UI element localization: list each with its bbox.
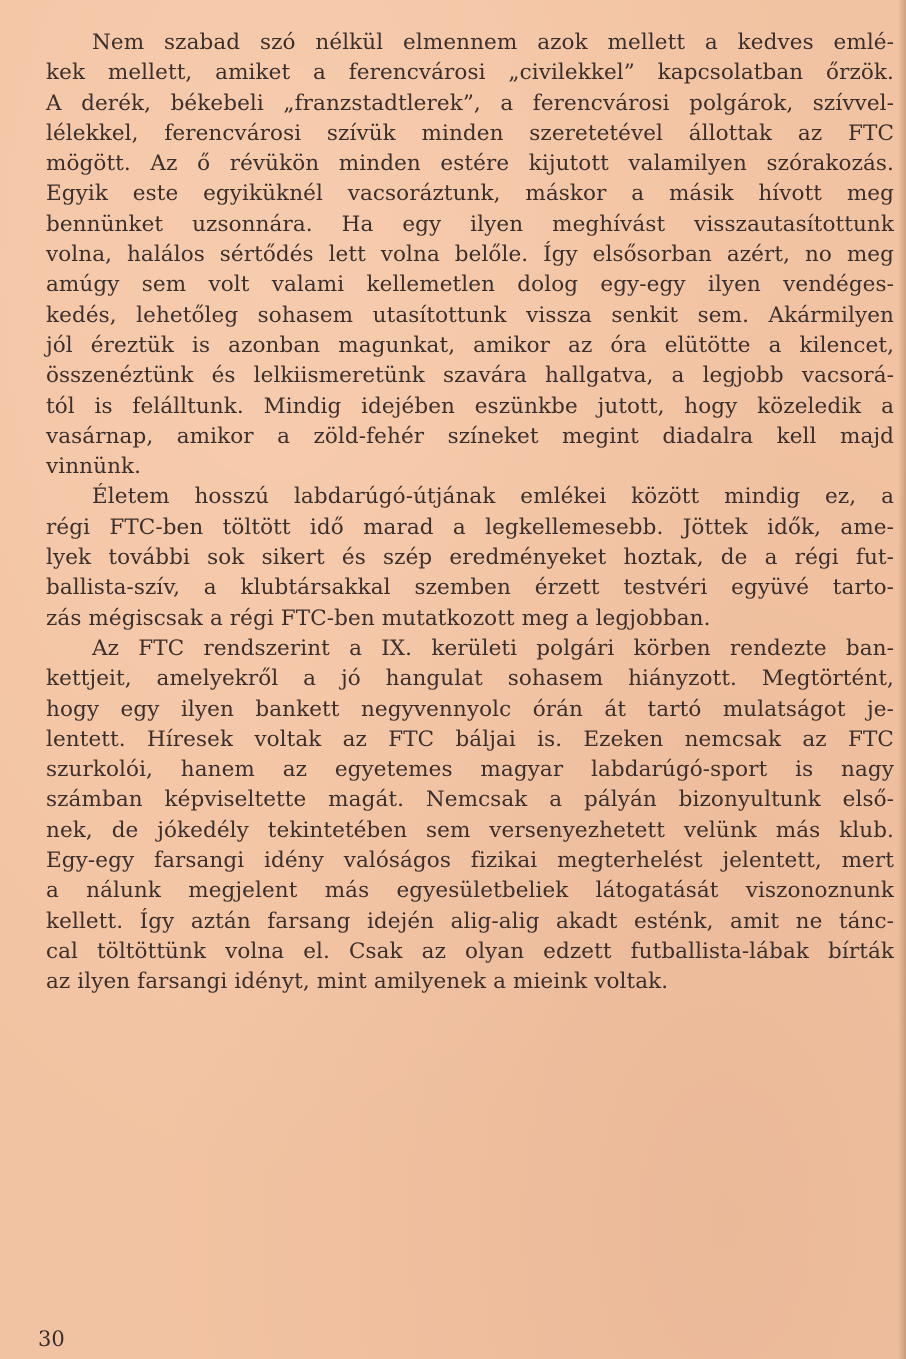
- text-line: zás mégiscsak a régi FTC-ben mutatkozott meg a legjobban.: [46, 605, 711, 631]
- paragraph-1: [46, 28, 894, 482]
- text-line: tól is felálltunk. Mindig idejében eszünkbe jutott, hogy közeledik a: [46, 393, 894, 419]
- text-line: lélekkel, ferencvárosi szívük minden szeretetével állottak az FTC: [46, 120, 894, 146]
- text-line: régi FTC-ben töltött idő marad a legkellemesebb. Jöttek idők, ame-: [46, 514, 894, 540]
- text-line: cal töltöttünk volna el. Csak az olyan edzett futballista-lábak bírták: [46, 938, 894, 964]
- body-text: [46, 28, 894, 998]
- page-number: 30: [38, 1327, 65, 1351]
- text-line: bennünket uzsonnára. Ha egy ilyen meghívást visszautasítottunk: [46, 211, 894, 237]
- text-line: volna, halálos sértődés lett volna belőle. Így elsősorban azért, no meg: [46, 242, 894, 268]
- text-line: összenéztünk és lelkiismeretünk szavára hallgatva, a legjobb vacsorá-: [46, 363, 894, 389]
- text-line: Egyik este egyiküknél vacsoráztunk, máskor a másik hívott meg: [46, 181, 894, 207]
- paragraph-3: [46, 634, 894, 998]
- text-line: nek, de jókedély tekintetében sem versenyezhetett velünk más klub.: [46, 817, 894, 843]
- text-line: ballista-szív, a klubtársakkal szemben érzett testvéri együvé tarto-: [46, 575, 894, 601]
- paragraph-2: [46, 482, 894, 633]
- page-edge-shadow: [898, 0, 906, 1359]
- text-line: jól éreztük is azonban magunkat, amikor az óra elütötte a kilencet,: [46, 332, 894, 358]
- text-line: A derék, békebeli „franzstadtlerek”, a ferencvárosi polgárok, szívvel-: [46, 90, 894, 116]
- text-line: a nálunk megjelent más egyesületbeliek látogatását viszonoznunk: [46, 878, 894, 904]
- text-line: kellett. Így aztán farsang idején alig-alig akadt esténk, amit ne tánc-: [46, 908, 894, 934]
- text-line: lyek további sok sikert és szép eredményeket hoztak, de a régi fut-: [46, 545, 894, 571]
- text-line: kedés, lehetőleg sohasem utasítottunk vissza senkit sem. Akármilyen: [46, 302, 894, 328]
- text-line: vasárnap, amikor a zöld-fehér színeket megint diadalra kell majd: [46, 423, 894, 449]
- text-line: számban képviseltette magát. Nemcsak a pályán bizonyultunk első-: [46, 787, 894, 813]
- text-line: szurkolói, hanem az egyetemes magyar labdarúgó-sport is nagy: [46, 757, 894, 783]
- text-line: Az FTC rendszerint a IX. kerületi polgári körben rendezte ban-: [92, 635, 894, 661]
- text-line: kek mellett, amiket a ferencvárosi „civilekkel” kapcsolatban őrzök.: [46, 60, 894, 86]
- text-line: Nem szabad szó nélkül elmennem azok mellett a kedves emlé-: [92, 30, 894, 55]
- text-line: vinnünk.: [46, 454, 142, 480]
- text-line: mögött. Az ő révükön minden estére kijutott valamilyen szórakozás.: [46, 151, 894, 177]
- text-line: az ilyen farsangi idényt, mint amilyenek a mieink voltak.: [46, 969, 669, 995]
- text-line: Egy-egy farsangi idény valóságos fizikai megterhelést jelentett, mert: [46, 848, 894, 874]
- text-line: Életem hosszú labdarúgó-útjának emlékei között mindig ez, a: [92, 484, 894, 510]
- text-line: amúgy sem volt valami kellemetlen dolog egy-egy ilyen vendéges-: [46, 272, 894, 298]
- text-line: kettjeit, amelyekről a jó hangulat sohasem hiányzott. Megtörtént,: [46, 666, 894, 692]
- text-line: hogy egy ilyen bankett negyvennyolc órán át tartó mulatságot je-: [46, 696, 894, 722]
- text-line: lentett. Híresek voltak az FTC báljai is. Ezeken nemcsak az FTC: [46, 726, 894, 752]
